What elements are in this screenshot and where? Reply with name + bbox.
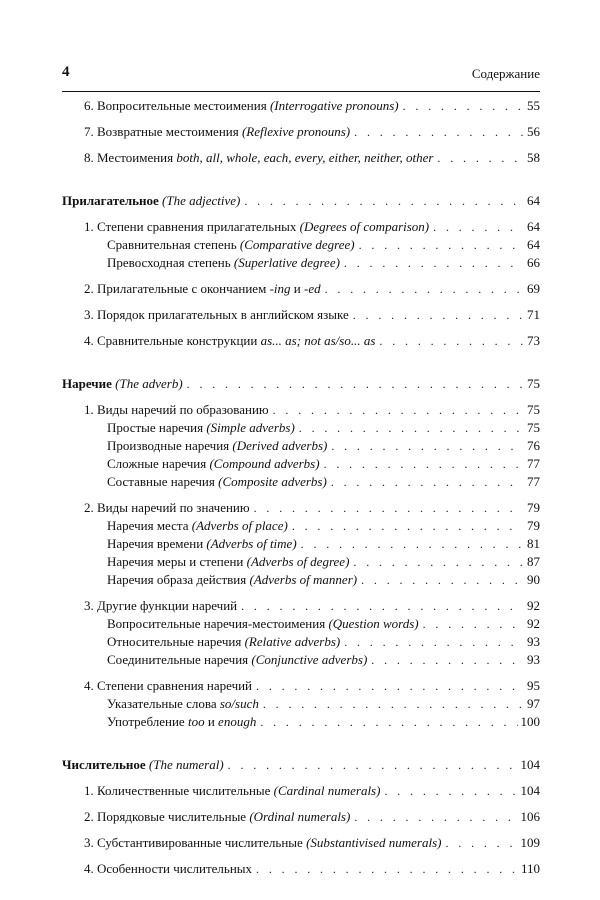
- dot-leader: [263, 695, 523, 713]
- header-rule: [62, 91, 540, 92]
- toc-title-part: 2. Виды наречий по значению: [84, 500, 250, 515]
- toc-page-number: 75: [527, 420, 540, 435]
- toc-section: [62, 756, 540, 774]
- toc-subentry: [62, 633, 540, 651]
- toc-page-number: 104: [520, 757, 540, 772]
- toc-spacer: [62, 852, 540, 860]
- toc-title-part: (Adverbs of degree): [246, 554, 350, 569]
- toc-page-number: 77: [527, 456, 540, 471]
- toc-spacer: [62, 774, 540, 782]
- toc-title-part: (Superlative degree): [233, 255, 340, 270]
- toc-title-part: (Adverbs of place): [191, 518, 288, 533]
- toc-title-part: (Compound adverbs): [209, 456, 320, 471]
- toc-entry: [62, 149, 540, 167]
- toc-title-part: (Conjunctive adverbs): [251, 652, 368, 667]
- dot-leader: [353, 553, 523, 571]
- toc-title-part: (The adjective): [162, 193, 241, 208]
- toc-title-part: (Derived adverbs): [232, 438, 328, 453]
- toc-entry-title: [107, 535, 297, 553]
- dot-leader: [361, 571, 523, 589]
- toc-entry-title: [84, 332, 375, 350]
- toc-title-part: 2. Порядковые числительные: [84, 809, 250, 824]
- dot-leader: [244, 192, 523, 210]
- toc-entry: [62, 782, 540, 800]
- toc-title-part: Сложные наречия: [107, 456, 210, 471]
- toc-subentry: [62, 615, 540, 633]
- toc-subentry: [62, 254, 540, 272]
- toc-entry: [62, 123, 540, 141]
- toc-title-part: 3. Другие функции наречий: [84, 598, 238, 613]
- toc-entry: [62, 97, 540, 115]
- toc-entry-title: [107, 615, 419, 633]
- toc-title-part: Составные наречия: [107, 474, 219, 489]
- toc-entry-title: [62, 756, 224, 774]
- toc-entry-title: [107, 633, 340, 651]
- dot-leader: [325, 280, 523, 298]
- toc-title-part: as... as; not as/so... as: [260, 333, 376, 348]
- dot-leader: [228, 756, 518, 774]
- dot-leader: [403, 97, 523, 115]
- toc-entry-title: [84, 97, 399, 115]
- toc-page-number: 58: [527, 150, 540, 165]
- toc-entry: [62, 218, 540, 236]
- toc-title-part: Наречие: [62, 376, 116, 391]
- toc-section: [62, 375, 540, 393]
- toc-title-part: (Ordinal numerals): [249, 809, 351, 824]
- toc-entry-title: [107, 254, 340, 272]
- toc-title-part: Превосходная степень: [107, 255, 234, 270]
- toc-page-number: 81: [527, 536, 540, 551]
- toc-page-number: 66: [527, 255, 540, 270]
- toc-title-part: Соединительные наречия: [107, 652, 252, 667]
- toc-spacer: [62, 350, 540, 375]
- toc-entry-title: [107, 713, 256, 731]
- toc-entry-title: [84, 808, 350, 826]
- toc-page-number: 73: [527, 333, 540, 348]
- running-title: Содержание: [471, 66, 540, 81]
- toc-title-part: 7. Возвратные местоимения: [84, 124, 242, 139]
- toc-spacer: [62, 272, 540, 280]
- toc-entry-title: [62, 192, 240, 210]
- toc-page-number: 90: [527, 572, 540, 587]
- toc-page-number: 93: [527, 652, 540, 667]
- dot-leader: [423, 615, 523, 633]
- toc-title-part: enough: [218, 714, 257, 729]
- toc-title-part: 4. Особенности числительных: [84, 861, 253, 876]
- toc-entry: [62, 834, 540, 852]
- toc-spacer: [62, 324, 540, 332]
- toc-entry-title: [84, 860, 252, 878]
- toc-title-part: 1. Степени сравнения прилагательных: [84, 219, 300, 234]
- toc-title-part: (Interrogative pronouns): [269, 98, 399, 113]
- toc-title-part: Наречия меры и степени: [107, 554, 247, 569]
- toc-subentry: [62, 535, 540, 553]
- toc-spacer: [62, 393, 540, 401]
- toc-entry-title: [107, 419, 295, 437]
- toc-entry-title: [84, 401, 269, 419]
- toc-title-part: 4. Сравнительные конструкции: [84, 333, 261, 348]
- dot-leader: [437, 149, 523, 167]
- toc-page-number: 79: [527, 518, 540, 533]
- toc-page-number: 110: [520, 861, 540, 876]
- toc-title-part: too: [187, 714, 205, 729]
- toc-page-number: 92: [527, 616, 540, 631]
- toc-title-part: 1. Количественные числительные: [84, 783, 274, 798]
- toc-title-part: both, all, whole, each, every, either, neither, other: [176, 150, 434, 165]
- toc-spacer: [62, 491, 540, 499]
- toc-page-number: 71: [527, 307, 540, 322]
- toc-title-part: 8. Местоимения: [84, 150, 177, 165]
- toc-subentry: [62, 517, 540, 535]
- dot-leader: [354, 123, 523, 141]
- toc-title-part: -ed: [303, 281, 321, 296]
- page-number: 4: [62, 64, 70, 80]
- toc-spacer: [62, 826, 540, 834]
- toc-entry: [62, 499, 540, 517]
- toc-entry-title: [84, 597, 237, 615]
- dot-leader: [256, 860, 518, 878]
- toc-spacer: [62, 669, 540, 677]
- dot-leader: [384, 782, 517, 800]
- toc-entry: [62, 597, 540, 615]
- toc-spacer: [62, 800, 540, 808]
- toc-entry-title: [84, 782, 380, 800]
- toc-title-part: (Cardinal numerals): [273, 783, 381, 798]
- dot-leader: [241, 597, 523, 615]
- toc-title-part: Простые наречия: [107, 420, 207, 435]
- dot-leader: [371, 651, 523, 669]
- dot-leader: [331, 473, 523, 491]
- toc-page-number: 56: [527, 124, 540, 139]
- toc-entry-title: [107, 473, 327, 491]
- toc-page-number: 97: [527, 696, 540, 711]
- toc-title-part: Числительное: [62, 757, 149, 772]
- dot-leader: [359, 236, 523, 254]
- dot-leader: [324, 455, 523, 473]
- toc-entry-title: [84, 218, 429, 236]
- toc-page-number: 69: [527, 281, 540, 296]
- toc-entry: [62, 401, 540, 419]
- toc-page-number: 95: [527, 678, 540, 693]
- toc-page-number: 64: [527, 193, 540, 208]
- toc-title-part: Наречия места: [107, 518, 192, 533]
- toc-entry-title: [84, 834, 441, 852]
- toc-subentry: [62, 473, 540, 491]
- toc-entry: [62, 306, 540, 324]
- table-of-contents: [62, 97, 540, 878]
- toc-title-part: 4. Степени сравнения наречий: [84, 678, 253, 693]
- toc-spacer: [62, 115, 540, 123]
- toc-title-part: (Question words): [328, 616, 419, 631]
- toc-title-part: -ing: [269, 281, 291, 296]
- dot-leader: [273, 401, 523, 419]
- dot-leader: [292, 517, 523, 535]
- toc-entry-title: [107, 236, 355, 254]
- toc-title-part: 2. Прилагательные с окончанием: [84, 281, 270, 296]
- toc-title-part: (Substantivised numerals): [306, 835, 442, 850]
- running-header: [62, 64, 540, 90]
- toc-subentry: [62, 651, 540, 669]
- toc-spacer: [62, 298, 540, 306]
- dot-leader: [379, 332, 523, 350]
- dot-leader: [354, 808, 517, 826]
- dot-leader: [433, 218, 523, 236]
- toc-entry: [62, 677, 540, 695]
- toc-title-part: (Simple adverbs): [206, 420, 295, 435]
- toc-entry-title: [84, 499, 250, 517]
- toc-title-part: и: [290, 281, 304, 296]
- toc-title-part: 3. Порядок прилагательных в английском языке: [84, 307, 349, 322]
- toc-title-part: 3. Субстантивированные числительные: [84, 835, 307, 850]
- toc-subentry: [62, 455, 540, 473]
- toc-title-part: (Composite adverbs): [218, 474, 327, 489]
- toc-page-number: 64: [527, 237, 540, 252]
- toc-entry-title: [84, 149, 433, 167]
- toc-entry-title: [62, 375, 183, 393]
- toc-entry-title: [107, 571, 357, 589]
- toc-title-part: (Adverbs of time): [206, 536, 297, 551]
- toc-title-part: (Adverbs of manner): [249, 572, 358, 587]
- toc-page-number: 55: [527, 98, 540, 113]
- dot-leader: [353, 306, 523, 324]
- toc-page-number: 87: [527, 554, 540, 569]
- toc-title-part: Наречия времени: [107, 536, 207, 551]
- dot-leader: [301, 535, 523, 553]
- toc-title-part: (Degrees of comparison): [299, 219, 430, 234]
- toc-page-number: 104: [520, 783, 540, 798]
- dot-leader: [445, 834, 517, 852]
- toc-entry-title: [107, 455, 320, 473]
- toc-entry-title: [84, 123, 350, 141]
- toc-entry: [62, 808, 540, 826]
- toc-page-number: 75: [527, 376, 540, 391]
- toc-title-part: Сравнительная степень: [107, 237, 240, 252]
- toc-title-part: (The numeral): [148, 757, 224, 772]
- toc-subentry: [62, 695, 540, 713]
- toc-title-part: 1. Виды наречий по образованию: [84, 402, 269, 417]
- toc-entry: [62, 280, 540, 298]
- toc-entry-title: [84, 677, 252, 695]
- dot-leader: [331, 437, 523, 455]
- toc-entry-title: [107, 651, 367, 669]
- toc-subentry: [62, 437, 540, 455]
- toc-page-number: 77: [527, 474, 540, 489]
- toc-subentry: [62, 553, 540, 571]
- toc-entry-title: [84, 306, 349, 324]
- toc-page-number: 92: [527, 598, 540, 613]
- toc-entry-title: [107, 437, 327, 455]
- toc-page-number: 93: [527, 634, 540, 649]
- toc-subentry: [62, 713, 540, 731]
- dot-leader: [187, 375, 523, 393]
- toc-entry-title: [107, 553, 349, 571]
- toc-title-part: Указательные слова: [107, 696, 220, 711]
- toc-title-part: Производные наречия: [107, 438, 233, 453]
- dot-leader: [256, 677, 523, 695]
- toc-subentry: [62, 236, 540, 254]
- toc-entry: [62, 332, 540, 350]
- toc-subentry: [62, 571, 540, 589]
- dot-leader: [260, 713, 517, 731]
- toc-entry-title: [107, 695, 259, 713]
- toc-title-part: Относительные наречия: [107, 634, 245, 649]
- dot-leader: [344, 254, 523, 272]
- toc-section: [62, 192, 540, 210]
- toc-title-part: so/such: [219, 696, 259, 711]
- toc-spacer: [62, 731, 540, 756]
- toc-page-number: 106: [520, 809, 540, 824]
- toc-page-number: 64: [527, 219, 540, 234]
- toc-entry-title: [84, 280, 321, 298]
- toc-page-number: 76: [527, 438, 540, 453]
- dot-leader: [299, 419, 523, 437]
- toc-title-part: и: [204, 714, 219, 729]
- toc-page-number: 75: [527, 402, 540, 417]
- dot-leader: [344, 633, 523, 651]
- toc-title-part: Наречия образа действия: [107, 572, 250, 587]
- toc-title-part: Прилагательное: [62, 193, 163, 208]
- toc-subentry: [62, 419, 540, 437]
- toc-title-part: Употребление: [107, 714, 188, 729]
- toc-spacer: [62, 589, 540, 597]
- toc-title-part: 6. Вопросительные местоимения: [84, 98, 270, 113]
- toc-spacer: [62, 210, 540, 218]
- toc-page-number: 100: [520, 714, 540, 729]
- toc-title-part: (Relative adverbs): [244, 634, 341, 649]
- toc-page-number: 109: [520, 835, 540, 850]
- toc-page-number: 79: [527, 500, 540, 515]
- toc-spacer: [62, 167, 540, 192]
- toc-entry: [62, 860, 540, 878]
- toc-title-part: (The adverb): [115, 376, 183, 391]
- toc-title-part: (Comparative degree): [239, 237, 355, 252]
- toc-title-part: Вопросительные наречия-местоимения: [107, 616, 329, 631]
- toc-spacer: [62, 141, 540, 149]
- toc-title-part: (Reflexive pronouns): [241, 124, 351, 139]
- toc-entry-title: [107, 517, 288, 535]
- dot-leader: [254, 499, 523, 517]
